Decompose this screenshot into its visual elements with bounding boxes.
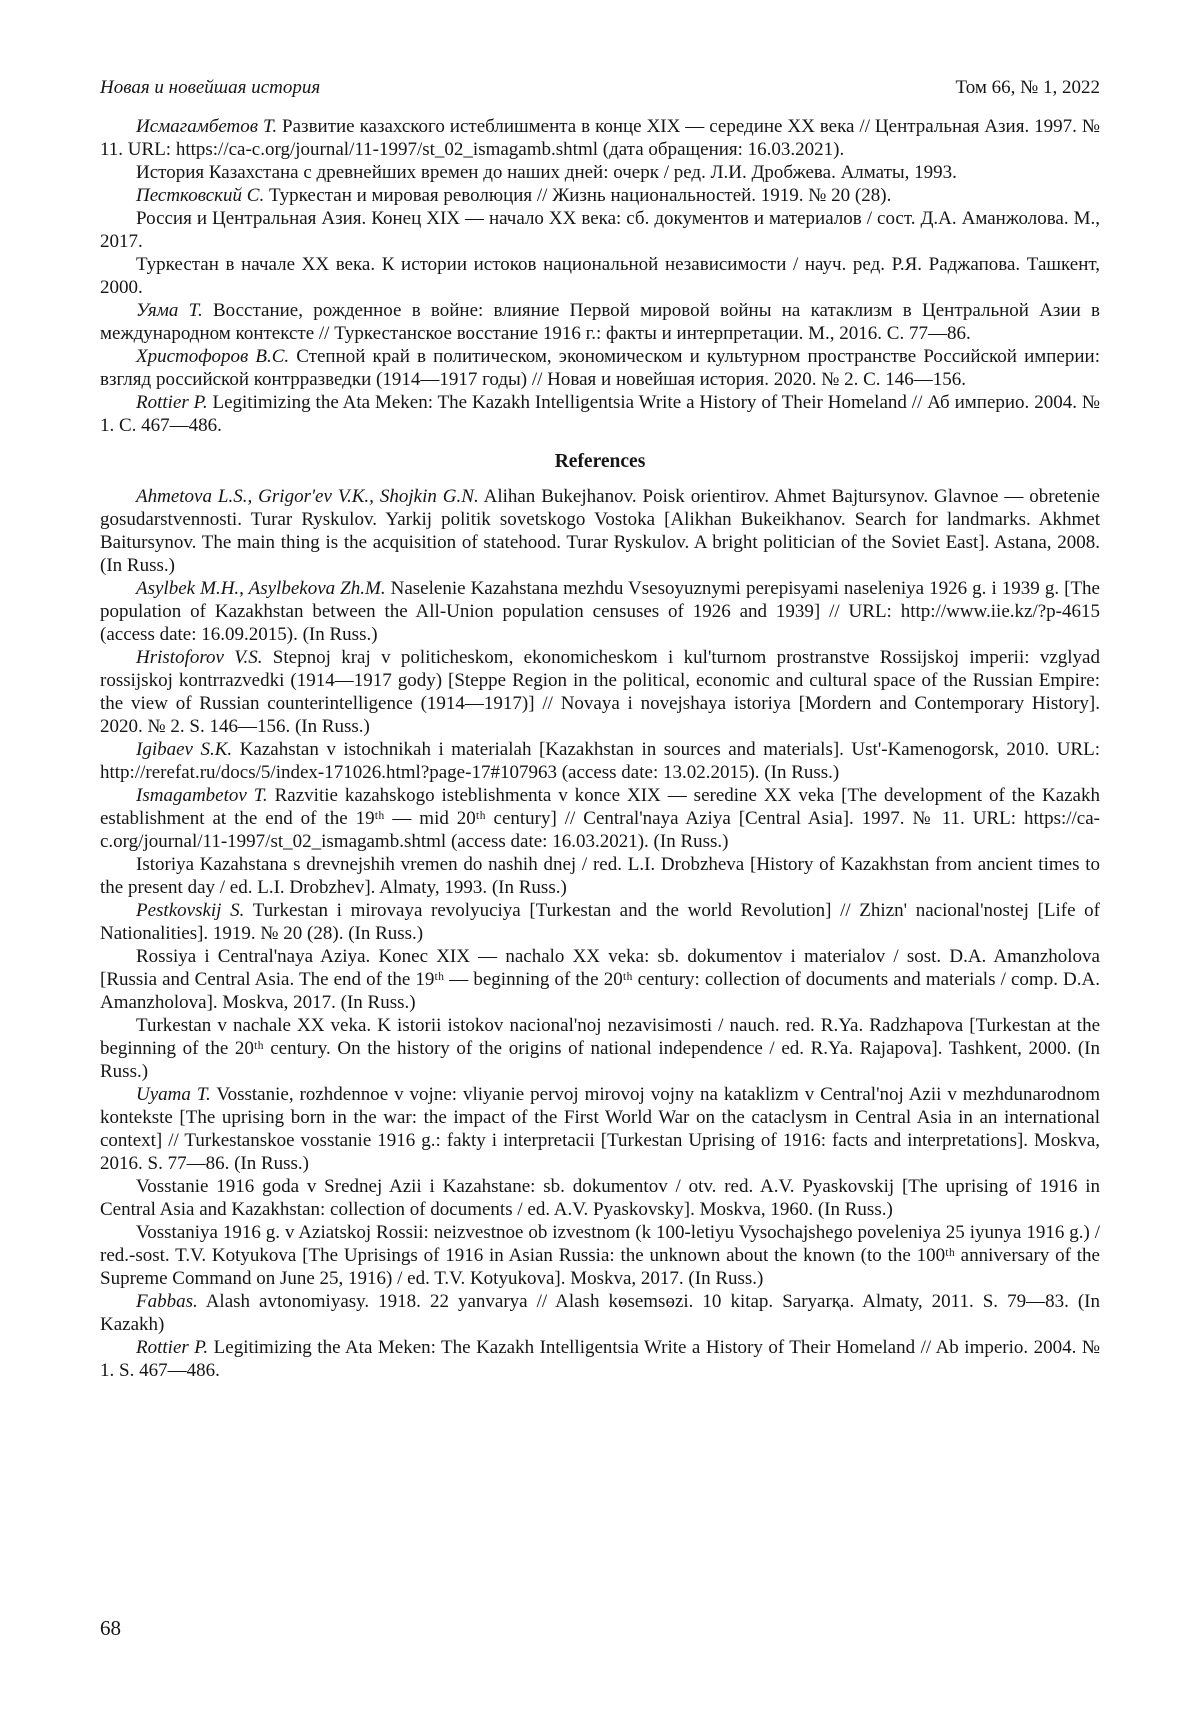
reference-entry <box>100 1083 1100 1175</box>
reference-text: Alihan Bukejhanov. Poisk orientirov. Ahmet Bajtursynov. Glavnoe — obretenie gosudarstvennosti. Turar Ryskulov. Yarkij politik sovetskogo Vostoka [Alikhan Bukeikhanov. Search for landmarks. Akhmet Baitursynov. The main thing is the acquisition of statehood. Turar Ryskulov. A bright politician of the Soviet East]. Astana, 2008. (In Russ.) <box>100 486 1100 576</box>
reference-author: Fabbas. <box>136 1291 198 1312</box>
reference-entry <box>100 391 1100 437</box>
reference-entry <box>100 485 1100 577</box>
reference-text: Naselenie Kazahstana mezhdu Vsesoyuznymi perepisyami naseleniya 1926 g. i 1939 g. [The population of Kazakhstan between the All-Union population censuses of 1926 and 1939] // URL: http://www.iie.kz/?p-4615 (access date: 16.09.2015). (In Russ.) <box>100 578 1100 645</box>
reference-entry <box>100 577 1100 646</box>
page-number: 68 <box>100 1616 121 1640</box>
reference-entry <box>100 345 1100 391</box>
reference-author: Христофоров В.С. <box>136 346 290 367</box>
reference-entry <box>100 1290 1100 1336</box>
reference-author: Asylbek M.H., Asylbekova Zh.M. <box>136 578 386 599</box>
reference-text: Vosstanie 1916 goda v Srednej Azii i Kazahstane: sb. dokumentov / otv. red. A.V. Pyaskovskij [The uprising of 1916 in Central Asia and Kazakhstan: collection of documents / ed. A.V. Pyaskovsky]. Moskva, 1960. (In Russ.) <box>100 1176 1100 1220</box>
reference-entry <box>100 899 1100 945</box>
reference-author: Уяма Т. <box>136 300 203 321</box>
reference-text: Turkestan i mirovaya revolyuciya [Turkestan and the world Revolution] // Zhizn' nacional'nostej [Life of Nationalities]. 1919. № 20 (28). (In Russ.) <box>100 900 1101 944</box>
reference-entry <box>100 161 1100 184</box>
references-heading: References <box>554 451 646 472</box>
reference-text: Rossiya i Central'naya Aziya. Konec XIX — nachalo XX veka: sb. dokumentov i materialov / sost. D.A. Amanzholova [Russia and Central Asia. The end of the 19ᵗʰ — beginning of the 20ᵗʰ century: collection of documents and materials / comp. D.A. Amanzholova]. Moskva, 2017. (In Russ.) <box>100 946 1100 1013</box>
reference-author: Pestkovskij S. <box>136 900 245 921</box>
reference-text: Stepnoj kraj v politicheskom, ekonomicheskom i kul'turnom prostranstve Rossijskoj imperii: vzglyad rossijskoj kontrrazvedki (1914—1917 gody) [Steppe Region in the political, economic and cultural space of the Russian Empire: the view of Russian counterintelligence (1914—1917)] // Novaya i novejshaya istoriya [Mordern and Contemporary History]. 2020. № 2. S. 146—156. (In Russ.) <box>100 647 1100 737</box>
reference-author: Rottier P. <box>136 392 208 413</box>
reference-entry <box>100 184 1100 207</box>
reference-entry <box>100 853 1100 899</box>
reference-text: Vosstanie, rozhdennoe v vojne: vliyanie pervoj mirovoj vojny na kataklizm v Central'noj Azii v mezhdunarodnom kontekste [The uprising born in the war: the impact of the First World War on the cataclysm in Central Asia in an international context] // Turkestanskoe vosstanie 1916 g.: fakty i interpretacii [Turkestan Uprising of 1916: facts and interpretations]. Moskva, 2016. S. 77—86. (In Russ.) <box>100 1084 1100 1174</box>
reference-author: Rottier P. <box>136 1337 209 1358</box>
reference-text: Alash avtonomiyasy. 1918. 22 yanvarya // Alash kөsemsөzi. 10 kitap. Saryarқa. Almaty, 2011. S. 79—83. (In Kazakh) <box>100 1291 1100 1335</box>
reference-text: Vosstaniya 1916 g. v Aziatskoj Rossii: neizvestnoe ob izvestnom (k 100-letiyu Vysochajshego poveleniya 25 iyunya 1916 g.) / red.-sost. T.V. Kotyukova [The Uprisings of 1916 in Asian Russia: the unknown about the known (to the 100ᵗʰ anniversary of the Supreme Command on June 25, 1916) / ed. T.V. Kotyukova]. Moskva, 2017. (In Russ.) <box>100 1222 1100 1289</box>
reference-text: Kazahstan v istochnikah i materialah [Kazakhstan in sources and materials]. Ust'-Kamenogorsk, 2010. URL: http://rerefat.ru/docs/5/index-171026.html?page-17#107963 (access date: 13.02.2015). (In Russ.) <box>100 739 1100 783</box>
reference-author: Пестковский С. <box>136 185 265 206</box>
reference-entry <box>100 115 1100 161</box>
reference-entry <box>100 299 1100 345</box>
reference-text: Legitimizing the Ata Meken: The Kazakh Intelligentsia Write a History of Their Homeland // Ab imperio. 2004. № 1. S. 467—486. <box>100 1337 1100 1381</box>
reference-text: История Казахстана с древнейших времен до наших дней: очерк / ред. Л.И. Дробжева. Алматы, 1993. <box>136 162 957 183</box>
reference-text: Восстание, рожденное в войне: влияние Первой мировой войны на катаклизм в Центральной Азии в международном контексте // Туркестанское восстание 1916 г.: факты и интерпретации. М., 2016. С. 77—86. <box>100 300 1100 344</box>
reference-entry <box>100 784 1100 853</box>
reference-author: Исмагамбетов Т. <box>136 116 278 137</box>
reference-text: Туркестан и мировая революция // Жизнь национальностей. 1919. № 20 (28). <box>264 185 892 206</box>
reference-entry <box>100 1175 1100 1221</box>
reference-entry <box>100 1014 1100 1083</box>
reference-entry <box>100 1336 1100 1382</box>
page-header <box>100 76 1100 99</box>
issue-info: Том 66, № 1, 2022 <box>955 77 1100 98</box>
journal-title: Новая и новейшая история <box>100 77 321 98</box>
reference-author: Uyama T. <box>136 1084 211 1105</box>
reference-text: Razvitie kazahskogo isteblishmenta v konce XIX — seredine XX veka [The development of the Kazakh establishment at the end of the 19ᵗʰ — mid 20ᵗʰ century] // Central'naya Aziya [Central Asia]. 1997. № 11. URL: https://ca-c.org/journal/11-1997/st_02_ismagamb.shtml (access date: 16.03.2021). (In Russ.) <box>100 785 1100 852</box>
reference-text: Степной край в политическом, экономическом и культурном пространстве Российской империи: взгляд российской контрразведки (1914—1917 годы) // Новая и новейшая история. 2020. № 2. С. 146—156. <box>100 346 1100 390</box>
reference-entry <box>100 1221 1100 1290</box>
reference-author: Igibaev S.K. <box>136 739 233 760</box>
reference-text: Turkestan v nachale XX veka. K istorii istokov nacional'noj nezavisimosti / nauch. red. R.Ya. Radzhapova [Turkestan at the beginning of the 20ᵗʰ century. On the history of the origins of national independence / ed. R.Ya. Rajapova]. Tashkent, 2000. (In Russ.) <box>100 1015 1100 1082</box>
references-english-section <box>100 485 1100 1382</box>
reference-text: Legitimizing the Ata Meken: The Kazakh Intelligentsia Write a History of Their Homeland // Аб империо. 2004. № 1. С. 467—486. <box>100 392 1100 436</box>
reference-author: Ismagambetov T. <box>136 785 268 806</box>
reference-entry <box>100 646 1100 738</box>
reference-entry <box>100 207 1100 253</box>
reference-text: Россия и Центральная Азия. Конец XIX — начало XX века: сб. документов и материалов / сост. Д.А. Аманжолова. М., 2017. <box>100 208 1100 252</box>
references-russian-section <box>100 115 1100 437</box>
reference-text: Туркестан в начале XX века. К истории истоков национальной независимости / науч. ред. Р.Я. Раджапова. Ташкент, 2000. <box>100 254 1100 298</box>
reference-entry <box>100 253 1100 299</box>
reference-text: Развитие казахского истеблишмента в конце XIX — середине XX века // Центральная Азия. 1997. № 11. URL: https://ca-c.org/journal/11-1997/st_02_ismagamb.shtml (дата обращения: 16.03.2021). <box>100 116 1100 160</box>
reference-entry <box>100 738 1100 784</box>
reference-entry <box>100 945 1100 1014</box>
reference-text: Istoriya Kazahstana s drevnejshih vremen do nashih dnej / red. L.I. Drobzheva [History of Kazakhstan from ancient times to the present day / ed. L.I. Drobzhev]. Almaty, 1993. (In Russ.) <box>100 854 1100 898</box>
reference-author: Ahmetova L.S., Grigor'ev V.K., Shojkin G.N. <box>136 486 479 507</box>
reference-author: Hristoforov V.S. <box>136 647 263 668</box>
